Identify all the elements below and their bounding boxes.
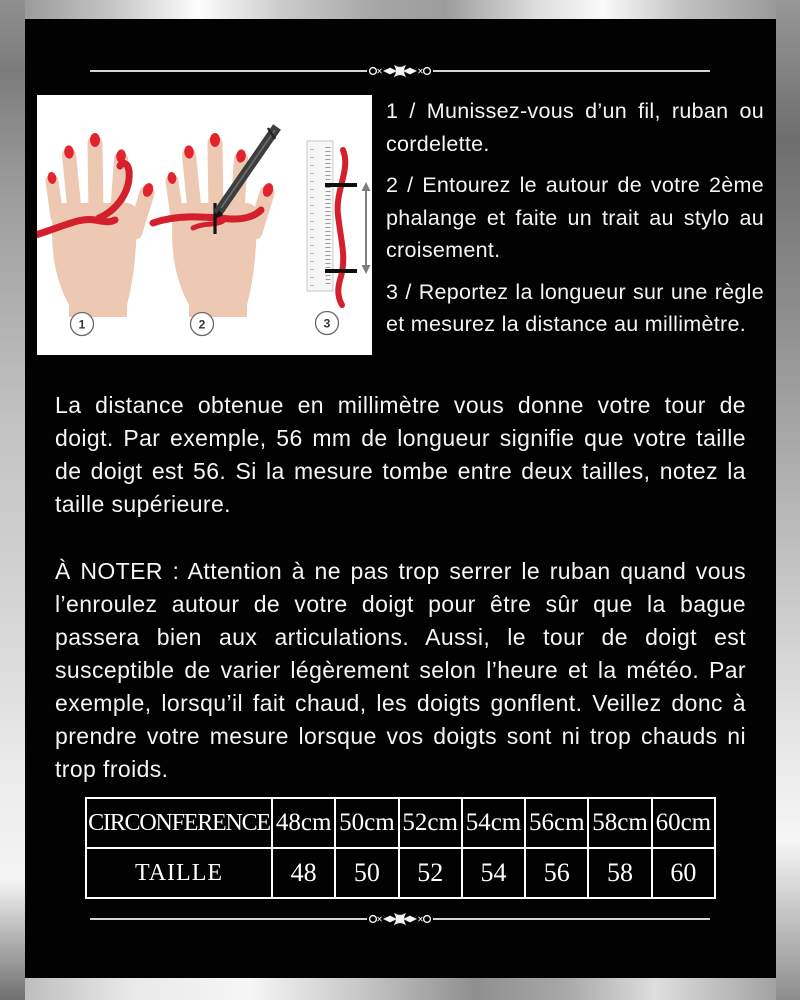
ornamental-divider-top — [90, 59, 710, 83]
taille-value: 58 — [588, 848, 651, 898]
table-row-circonference — [86, 798, 715, 848]
step-number: 1 — [78, 317, 86, 332]
step-number: 2 — [198, 317, 206, 332]
circonference-value: 58cm — [588, 798, 651, 848]
step-3-badge — [316, 312, 339, 335]
taille-value: 48 — [272, 848, 335, 898]
thread-icon — [338, 150, 346, 305]
instruction-step-2: 2 / Entourez le autour de votre 2ème phalange et faite un trait au stylo au croisement. — [386, 173, 764, 262]
measure-steps-illustration — [37, 95, 372, 355]
measure-arrow-icon — [362, 182, 371, 274]
instructions-list — [386, 95, 764, 341]
paragraph-note: À NOTER : Attention à ne pas trop serrer le ruban quand vous l’enroulez autour de votre doigt pour être sûr que la bague passera bien aux articulations. Aussi, le tour de doigt est susceptible de varier légèrement selon l’heure et la météo. Par exemple, lorsqu’il fait chaud, les doigts gonflent. Veillez donc à prendre votre mesure lorsque vos doigts sont ni trop chauds ni trop froids. — [55, 558, 746, 782]
circonference-value: 48cm — [272, 798, 335, 848]
ruler-illustration — [307, 141, 371, 305]
taille-label: TAILLE — [86, 848, 272, 898]
step-2-badge — [191, 313, 214, 336]
paragraph-measure-explanation: La distance obtenue en millimètre vous donne votre tour de doigt. Par exemple, 56 mm de longueur signifie que votre taille de doigt est 56. Si la mesure tombe entre deux tailles, notez la taille supérieure. — [55, 392, 746, 517]
taille-value: 56 — [525, 848, 588, 898]
table-row-taille — [86, 848, 715, 898]
ornamental-divider-bottom — [90, 907, 710, 931]
divider-ornament-icon — [90, 59, 710, 83]
circonference-value: 56cm — [525, 798, 588, 848]
step-1-badge — [71, 313, 94, 336]
taille-value: 52 — [399, 848, 462, 898]
metallic-border-right — [776, 0, 800, 1000]
divider-ornament-icon — [90, 907, 710, 931]
taille-value: 54 — [462, 848, 525, 898]
taille-value: 50 — [335, 848, 398, 898]
metallic-border-top — [25, 0, 776, 19]
size-table — [85, 797, 716, 899]
taille-value: 60 — [652, 848, 715, 898]
circonference-value: 52cm — [399, 798, 462, 848]
step-number: 3 — [323, 316, 331, 331]
hand-step2-illustration — [153, 127, 277, 317]
circonference-value: 54cm — [462, 798, 525, 848]
circonference-value: 60cm — [652, 798, 715, 848]
instruction-step-1: 1 / Munissez-vous d’un fil, ruban ou cordelette. — [386, 99, 764, 156]
circonference-value: 50cm — [335, 798, 398, 848]
ring-measure-figure — [37, 95, 372, 355]
instruction-step-3: 3 / Reportez la longueur sur une règle et mesurez la distance au millimètre. — [386, 279, 764, 336]
hand-step1-illustration — [37, 133, 155, 317]
metallic-border-bottom — [25, 978, 776, 1000]
metallic-border-left — [0, 0, 25, 1000]
circonference-label: CIRCONFERENCE — [86, 798, 272, 848]
